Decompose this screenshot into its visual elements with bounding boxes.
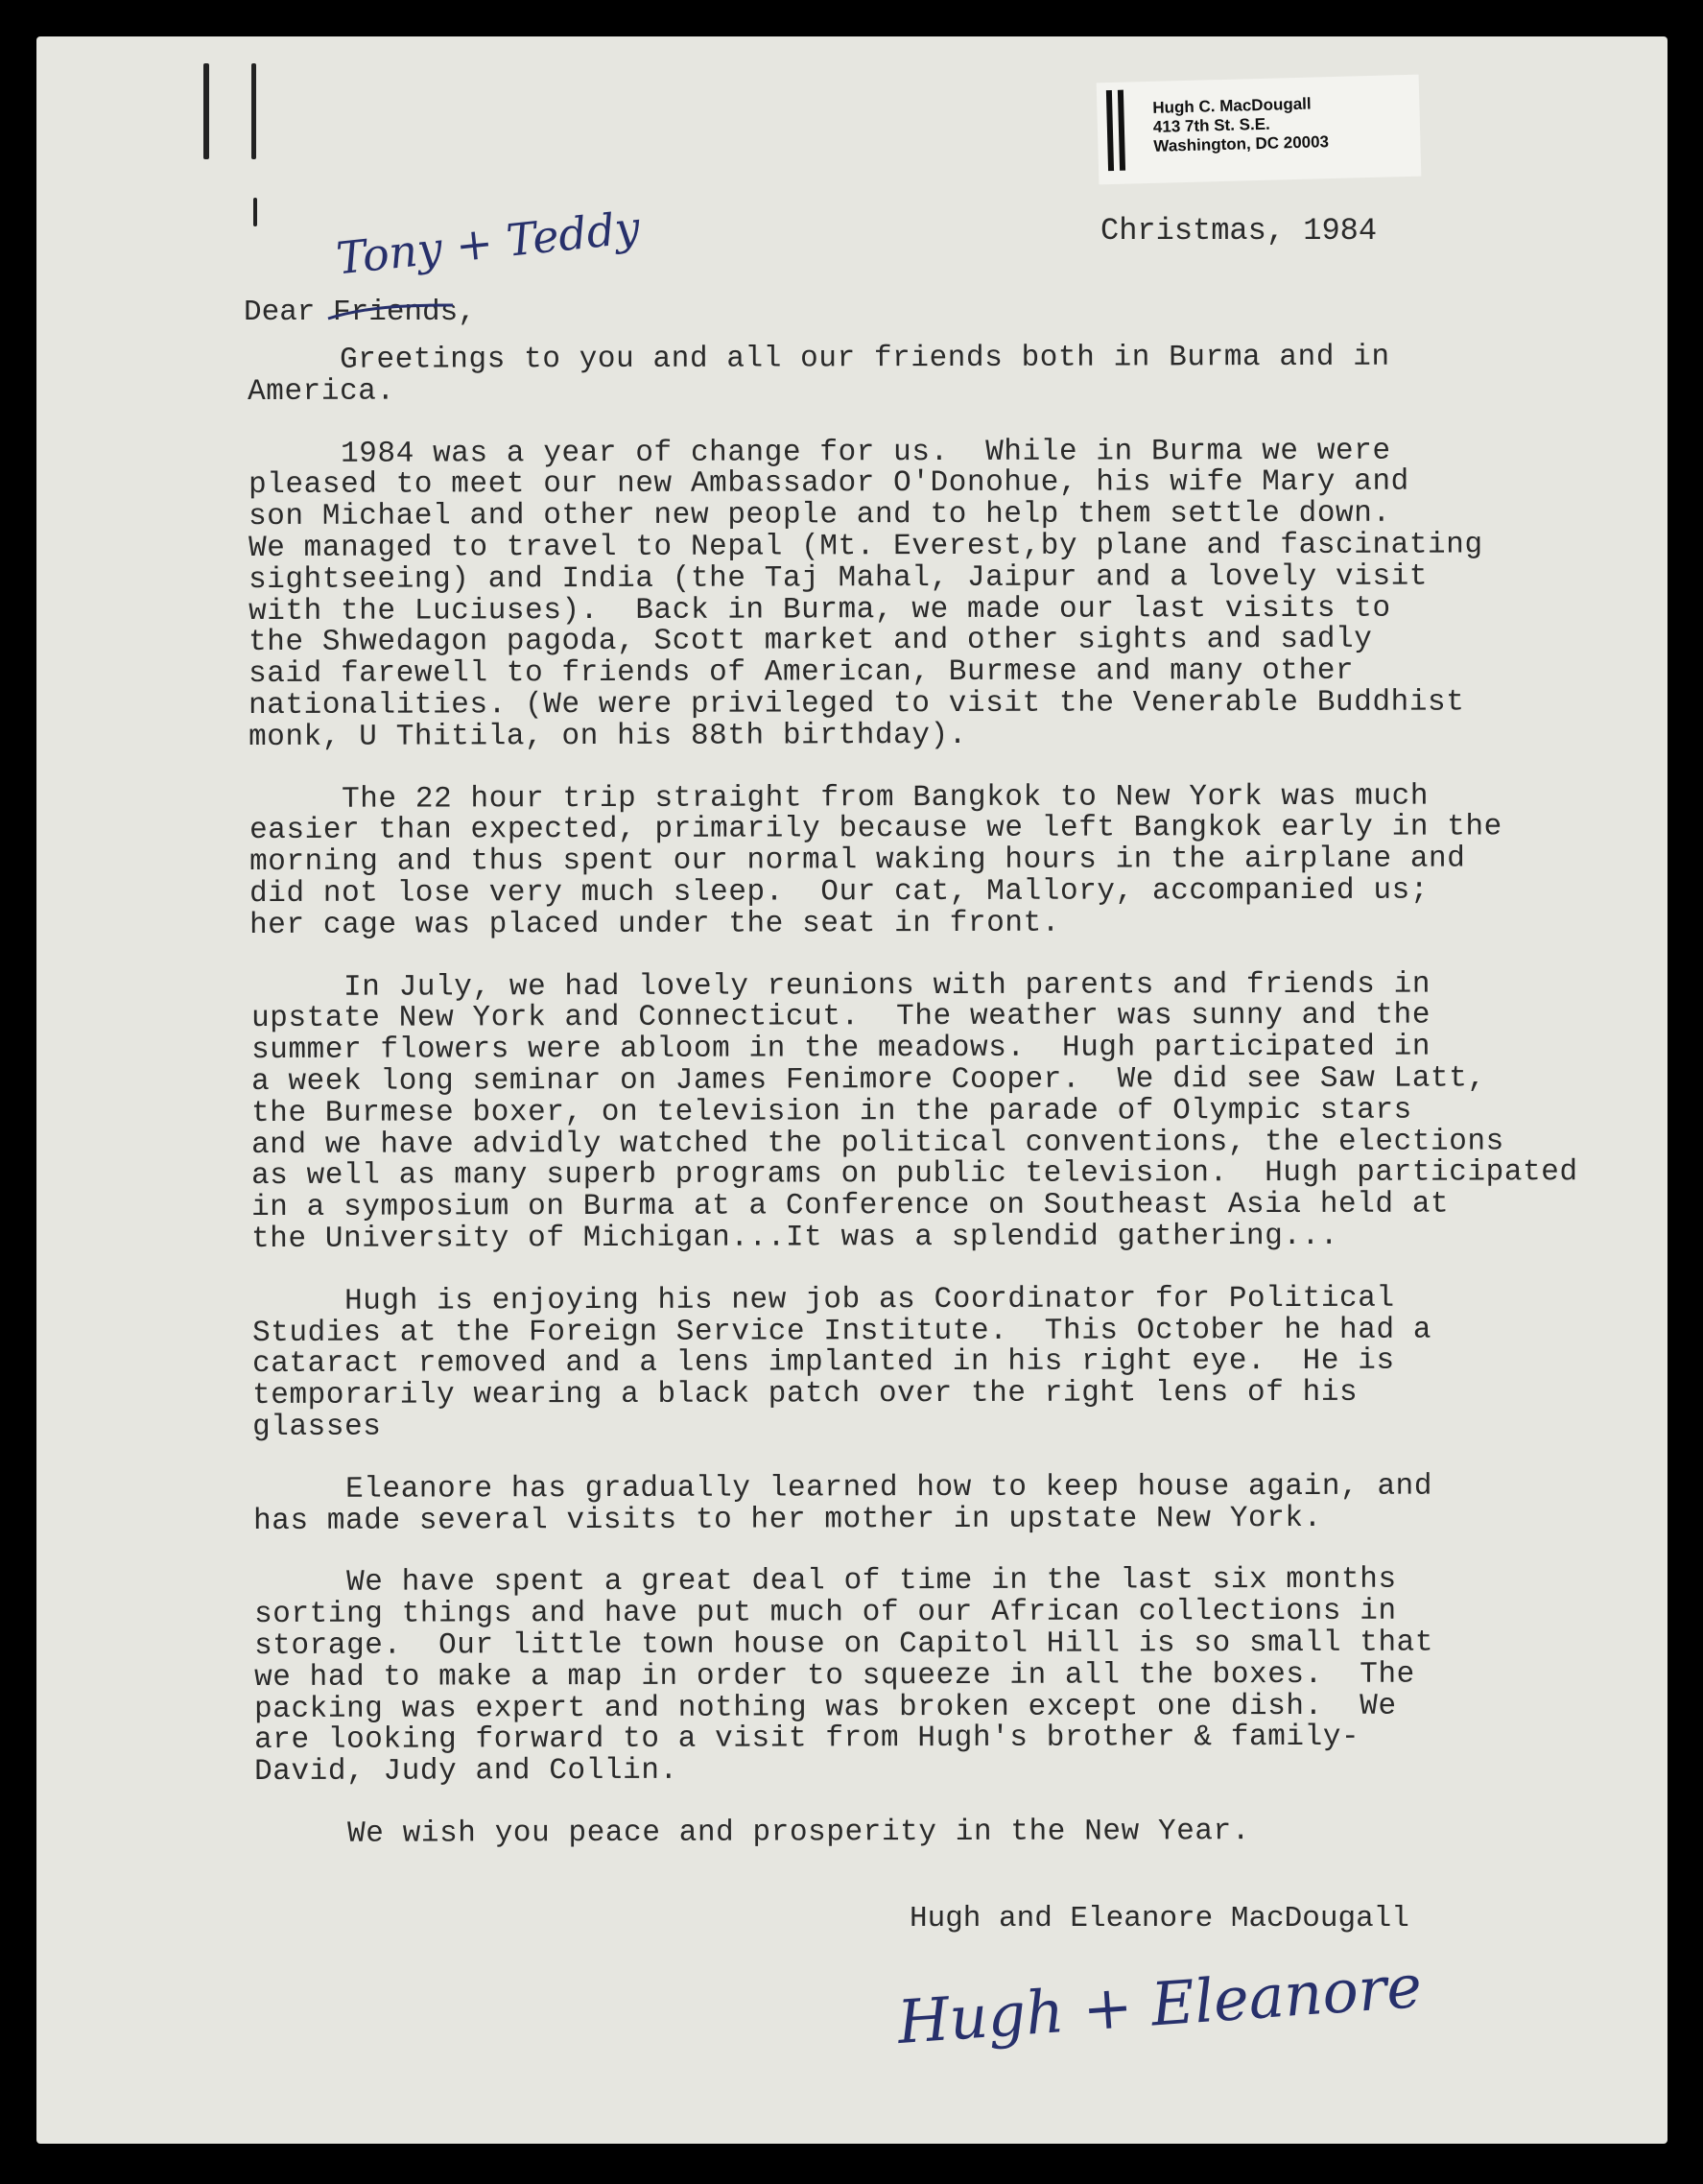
text-line: the Shwedagon pagoda, Scott market and other sights and sadly xyxy=(248,623,1373,660)
text-line: said farewell to friends of American, Burmese and many other xyxy=(248,653,1355,692)
text-line: In July, we had lovely reunions with parents and friends in xyxy=(250,967,1431,1005)
text-line: We have spent a great deal of time in the last six months xyxy=(254,1563,1397,1601)
text-line: We managed to travel to Nepal (Mt. Everest,by plane and fascinating xyxy=(248,528,1483,565)
text-line: has made several visits to her mother in upstate New York. xyxy=(253,1501,1322,1538)
text-line: We wish you peace and prosperity in the New Year. xyxy=(255,1815,1251,1851)
binder-mark-1 xyxy=(203,63,209,159)
text-line: as well as many superb programs on public television. Hugh participated xyxy=(250,1155,1578,1194)
label-name: Hugh C. MacDougall xyxy=(1152,94,1312,117)
text-line: and we have advidly watched the political conventions, the elections xyxy=(250,1124,1504,1162)
text-line: the Burmese boxer, on television in the parade of Olympic stars xyxy=(250,1093,1412,1130)
salutation: Dear Friends, xyxy=(244,296,476,329)
text-line: packing was expert and nothing was broken except one dish. We xyxy=(254,1689,1397,1726)
label-street: 413 7th St. S.E. xyxy=(1152,114,1270,136)
text-line: America. xyxy=(248,374,395,409)
text-line: sightseeing) and India (the Taj Mahal, Jaipur and a lovely visit xyxy=(248,559,1429,597)
text-line: morning and thus spent our normal waking hours in the airplane and xyxy=(249,842,1466,880)
text-line: storage. Our little town house on Capitol Hill is so small that xyxy=(254,1626,1434,1663)
text-line: pleased to meet our new Ambassador O'Donohue, his wife Mary and xyxy=(248,465,1410,503)
text-line: 1984 was a year of change for us. While in Burma we were xyxy=(248,434,1391,471)
text-line: glasses xyxy=(251,1410,382,1444)
text-line: the University of Michigan...It was a splendid gathering... xyxy=(250,1219,1338,1256)
signature: Hugh + Eleanore xyxy=(895,1950,1425,2058)
text-line: The 22 hour trip straight from Bangkok to New York was much xyxy=(249,779,1430,817)
text-line: nationalities. (We were privileged to visit the Venerable Buddhist xyxy=(248,685,1465,723)
text-line: son Michael and other new people and to help them settle down. xyxy=(248,496,1391,534)
text-line: temporarily wearing a black patch over the right lens of his xyxy=(251,1375,1359,1413)
text-line: easier than expected, primarily because we left Bangkok early in the xyxy=(249,810,1503,848)
text-line: cataract removed and a lens implanted in his right eye. He is xyxy=(251,1344,1395,1382)
text-line: a week long seminar on James Fenimore Cooper. We did see Saw Latt, xyxy=(250,1061,1486,1099)
text-line: her cage was placed under the seat in front. xyxy=(249,906,1061,942)
binder-mark-2 xyxy=(251,63,256,159)
text-line: monk, U Thitila, on his 88th birthday). xyxy=(248,718,968,754)
text-line: Studies at the Foreign Service Institute. This October he had a xyxy=(251,1313,1431,1350)
binder-mark-3 xyxy=(253,198,257,226)
text-line: upstate New York and Connecticut. The weather was sunny and the xyxy=(250,998,1431,1036)
text-line: sorting things and have put much of our African collections in xyxy=(254,1594,1397,1632)
text-line: David, Judy and Collin. xyxy=(254,1753,678,1790)
text-line: with the Luciuses). Back in Burma, we made our last visits to xyxy=(248,591,1391,629)
text-line: summer flowers were abloom in the meadows. Hugh participated in xyxy=(250,1030,1431,1068)
text-line: in a symposium on Burma at a Conference on Southeast Asia held at xyxy=(250,1187,1449,1225)
address-label xyxy=(1097,75,1422,185)
text-line: are looking forward to a visit from Hugh's brother & family- xyxy=(254,1721,1360,1758)
text-line: Hugh is enjoying his new job as Coordinator for Political xyxy=(251,1281,1395,1318)
label-city: Washington, DC 20003 xyxy=(1153,132,1330,155)
text-line: Greetings to you and all our friends both in Burma and in xyxy=(248,340,1390,377)
closing-names: Hugh and Eleanore MacDougall xyxy=(910,1902,1409,1935)
text-line: we had to make a map in order to squeeze in all the boxes. The xyxy=(254,1657,1416,1695)
letter-date: Christmas, 1984 xyxy=(1100,213,1378,249)
handwritten-greeting: Tony + Teddy xyxy=(334,201,643,285)
text-line: did not lose very much sleep. Our cat, Mallory, accompanied us; xyxy=(249,873,1430,911)
text-line: Eleanore has gradually learned how to keep house again, and xyxy=(253,1469,1433,1507)
